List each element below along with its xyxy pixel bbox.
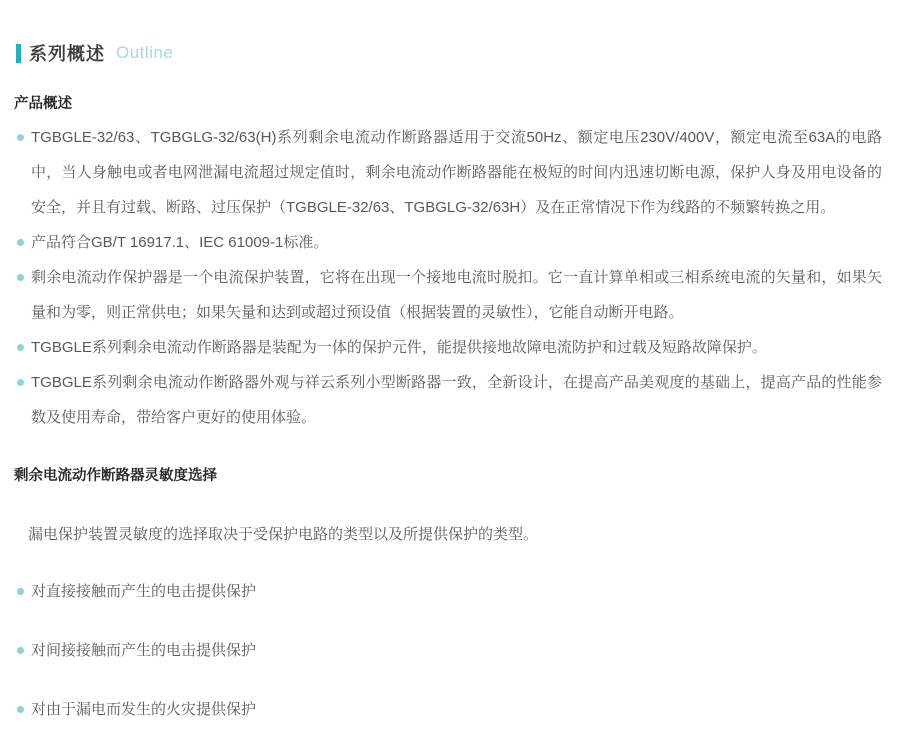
- list-item-text: TGBGLE系列剩余电流动作断路器是装配为一体的保护元件，能提供接地故障电流防护和过载及短路故障保护。: [31, 339, 767, 356]
- list-item-text: 对直接接触而产生的电击提供保护: [31, 583, 257, 600]
- list-item: [14, 260, 882, 330]
- product-overview-section: [0, 97, 900, 435]
- bullet-dot-icon: [17, 344, 24, 351]
- section-title-en: Outline: [116, 43, 174, 62]
- sensitivity-selection-section: [0, 469, 900, 717]
- product-overview-heading: 产品概述: [14, 96, 72, 112]
- bullet-dot-icon: [17, 274, 24, 281]
- bullet-dot-icon: [17, 706, 24, 713]
- sensitivity-list: [0, 584, 900, 717]
- list-item: [14, 225, 882, 260]
- sensitivity-intro: 漏电保护装置灵敏度的选择取决于受保护电路的类型以及所提供保护的类型。: [28, 526, 539, 543]
- bullet-dot-icon: [17, 379, 24, 386]
- list-item: [14, 643, 882, 658]
- section-title-zh: 系列概述: [29, 44, 105, 64]
- list-item-text: TGBGLE系列剩余电流动作断路器外观与祥云系列小型断路器一致，全新设计，在提高产品美观度的基础上，提高产品的性能参数及使用寿命，带给客户更好的使用体验。: [31, 374, 882, 426]
- bullet-dot-icon: [17, 588, 24, 595]
- list-item-text: TGBGLE-32/63、TGBGLG-32/63(H)系列剩余电流动作断路器适用于交流50Hz、额定电压230V/400V，额定电流至63A的电路中，当人身触电或者电网泄漏电流超过规定值时，剩余电流动作断路器能在极短的时间内迅速切断电源，保护人身及用电设备的安全，并且有过载、断路、过压保护（TGBGLE-32/63、TGBGLG-32/63H）及在正常情况下作为线路的不频繁转换之用。: [31, 129, 882, 216]
- list-item-text: 对由于漏电而发生的火灾提供保护: [31, 701, 257, 718]
- list-item: [14, 120, 882, 225]
- bullet-dot-icon: [17, 239, 24, 246]
- bullet-dot-icon: [17, 134, 24, 141]
- accent-bar-icon: [16, 44, 21, 63]
- list-item: [14, 702, 882, 717]
- section-header: [0, 0, 900, 66]
- list-item-text: 剩余电流动作保护器是一个电流保护装置，它将在出现一个接地电流时脱扣。它一直计算单相或三相系统电流的矢量和，如果矢量和为零，则正常供电；如果矢量和达到或超过预设值（根据装置的灵敏性），它能自动断开电路。: [31, 269, 882, 321]
- list-item: [14, 365, 882, 435]
- list-item-text: 对间接接触而产生的电击提供保护: [31, 642, 257, 659]
- sensitivity-heading: 剩余电流动作断路器灵敏度选择: [14, 468, 217, 484]
- product-overview-list: [0, 120, 900, 435]
- list-item: [14, 330, 882, 365]
- list-item: [14, 584, 882, 599]
- list-item-text: 产品符合GB/T 16917.1、IEC 61009-1标准。: [31, 234, 329, 251]
- bullet-dot-icon: [17, 647, 24, 654]
